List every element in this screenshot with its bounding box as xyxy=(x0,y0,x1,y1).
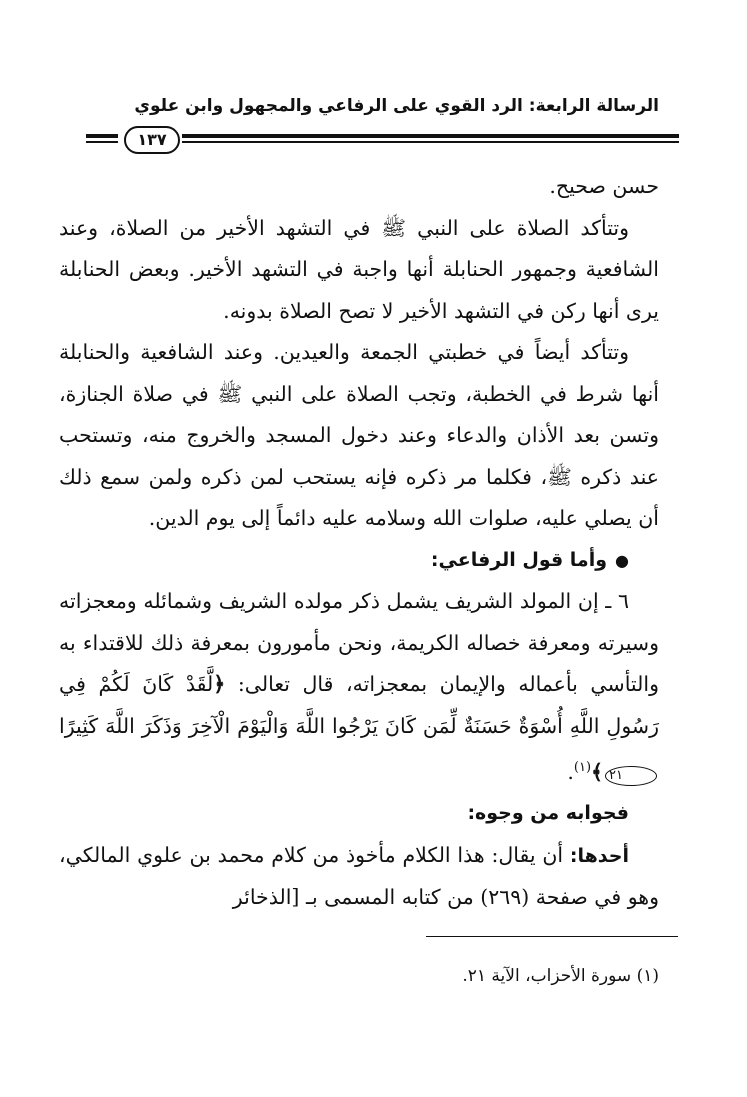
ayah-open-bracket: ﴿ xyxy=(213,672,226,696)
quran-verse: لَّقَدْ كَانَ لَكُمْ فِي رَسُولِ اللَّهِ أُسْوَةٌ حَسَنَةٌ لِّمَن كَانَ يَرْجُوا اللَّهَ وَالْيَوْمَ الْآخِرَ وَذَكَرَ اللَّهَ كَثِيرًا xyxy=(59,672,659,738)
paragraph-4 xyxy=(59,581,659,793)
paragraph-2: وتتأكد الصلاة على النبي ﷺ في التشهد الأخير من الصلاة، وعند الشافعية وجمهور الحنابلة أنها واجبة في التشهد الأخير. وبعض الحنابلة يرى أنها ركن في التشهد الأخير لا تصح الصلاة بدونه. xyxy=(59,215,659,323)
footnote: (١) سورة الأحزاب، الآية ٢١. xyxy=(462,966,659,986)
ayah-number-badge: ٢١ xyxy=(605,766,657,786)
paragraph-5-label: أحدها: xyxy=(569,844,629,867)
paragraph-1: حسن صحيح. xyxy=(549,174,659,198)
rule-left-thick xyxy=(86,134,118,138)
rule-right-thin xyxy=(182,141,679,143)
paragraph-3: وتتأكد أيضاً في خطبتي الجمعة والعيدين. وعند الشافعية والحنابلة أنها شرط في الخطبة، وتجب الصلاة على النبي ﷺ في صلاة الجنازة، وتسن بعد الأذان والدعاء وعند دخول المسجد والخروج منه، وتستحب عند ذكره ﷺ، فكلما مر ذكره فإنه يستحب لمن ذكره ولمن سمع ذلك أن يصلي عليه، صلوات الله وسلامه عليه دائماً إلى يوم الدين. xyxy=(59,340,659,530)
paragraph-5-text: أن يقال: هذا الكلام مأخوذ من كلام محمد بن علوي المالكي، وهو في صفحة (٢٦٩) من كتابه المسمى بـ [الذخائر xyxy=(59,842,659,910)
paragraph-5 xyxy=(59,835,659,919)
footnote-separator xyxy=(426,936,678,937)
footnote-reference: (١) xyxy=(573,760,592,775)
rule-right-thick xyxy=(182,134,679,138)
running-title: الرسالة الرابعة: الرد القوي على الرفاعي والمجهول وابن علوي xyxy=(134,96,659,116)
header-rule xyxy=(86,126,679,154)
main-text xyxy=(59,166,659,919)
paragraph-4-text: ٦ ـ إن المولد الشريف يشمل ذكر مولده الشريف وشمائله ومعجزاته وسيرته ومعرفة خصاله الكريمة، ونحن مأمورون بمعرفة ذلك للاقتداء به والتأسي بأعماله والإيمان بمعجزاته، قال تعالى: xyxy=(59,589,659,696)
bullet-heading xyxy=(59,540,659,582)
rule-left-thin xyxy=(86,141,118,143)
ayah-close-bracket: ﴾ xyxy=(591,759,604,784)
page-number: ١٣٧ xyxy=(124,126,180,154)
answer-heading: فجوابه من وجوه: xyxy=(467,802,629,825)
bullet-icon: ● xyxy=(615,550,629,570)
ayah-end-mark: . xyxy=(567,759,574,784)
bullet-heading-text: وأما قول الرفاعي: xyxy=(430,548,608,571)
